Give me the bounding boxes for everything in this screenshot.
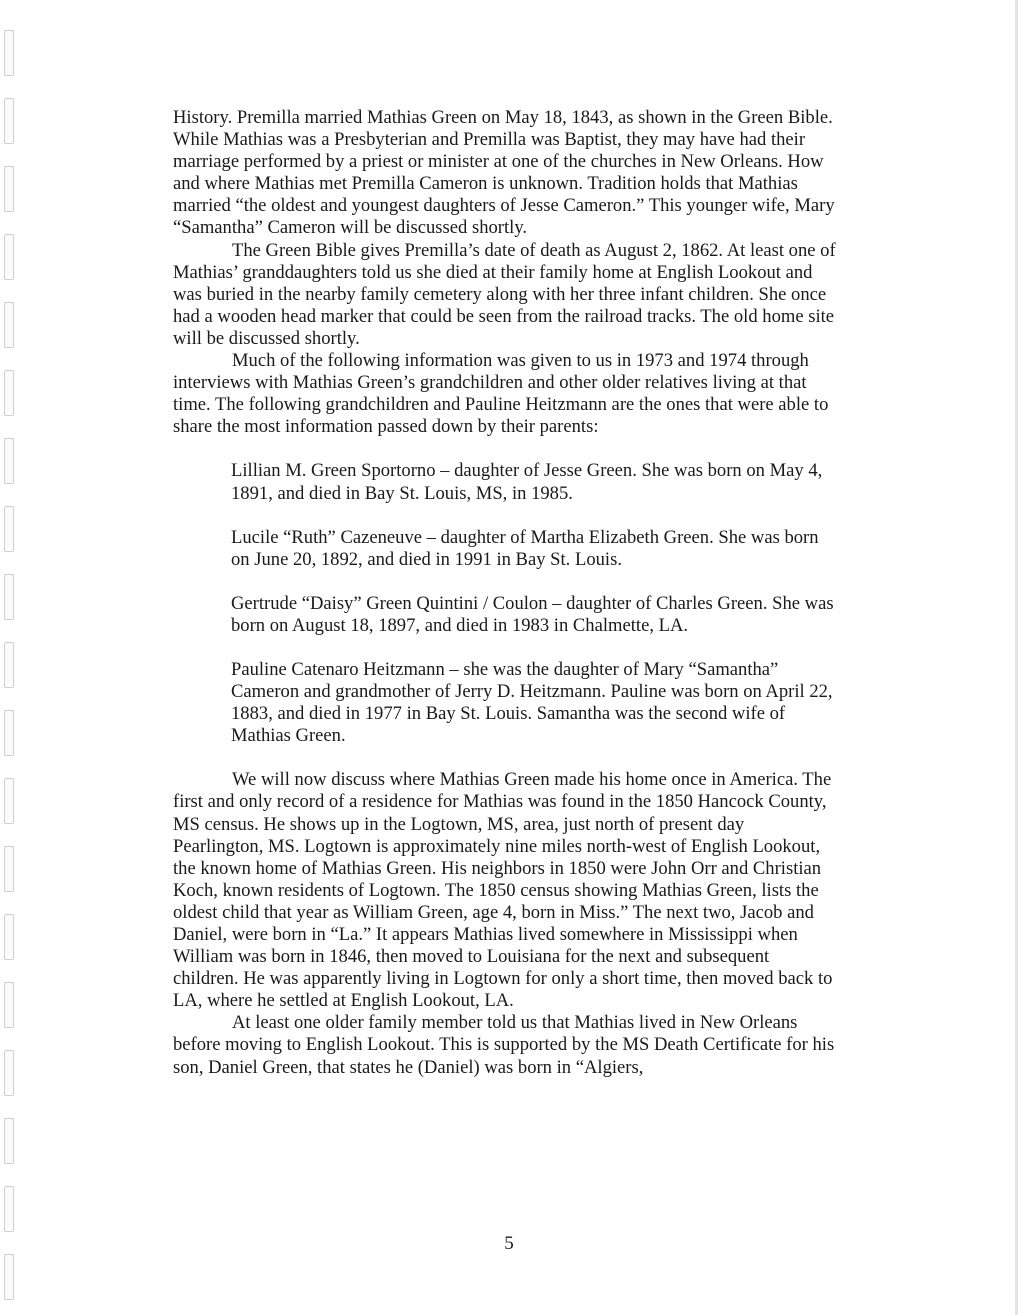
grandchild-entry-lucile: Lucile “Ruth” Cazeneuve – daughter of Martha Elizabeth Green. She was born on June 20, 1892, and died in 1991 in Bay St. Louis. — [231, 526, 819, 570]
binding-hole — [4, 438, 14, 484]
paragraph-premilla-marriage: History. Premilla married Mathias Green on May 18, 1843, as shown in the Green Bible. While Mathias was a Presbyterian and Premilla was Baptist, they may have had their marriage performed by a priest or minister at one of the churches in New Orleans. How and where Mathias met Premilla Cameron is unknown. Tradition holds that Mathias married “the oldest and youngest daughters of Jesse Cameron.” This younger wife, Mary “Samantha” Cameron will be discussed shortly. — [173, 107, 835, 239]
grandchild-entry-gertrude: Gertrude “Daisy” Green Quintini / Coulon – daughter of Charles Green. She was born on August 18, 1897, and died in 1983 in Chalmette, LA. — [231, 592, 834, 636]
binding-hole — [4, 710, 14, 756]
binding-hole — [4, 98, 14, 144]
binding-hole — [4, 302, 14, 348]
binding-hole — [4, 642, 14, 688]
binding-hole — [4, 234, 14, 280]
binding-hole — [4, 846, 14, 892]
paragraph-residence: We will now discuss where Mathias Green made his home once in America. The first and only record of a residence for Mathias was found in the 1850 Hancock County, MS census. He shows up in the Logtown, MS, area, just north of present day Pearlington, MS. Logtown is approximately nine miles north-west of English Lookout, the known home of Mathias Green. His neighbors in 1850 were John Orr and Christian Koch, known residents of Logtown. The 1850 census showing Mathias Green, lists the oldest child that year as William Green, age 4, born in Miss.” The next two, Jacob and Daniel, were born in “La.” It appears Mathias lived somewhere in Mississippi when William was born in 1846, then moved to Louisiana for the next and subsequent children. He was apparently living in Logtown for only a short time, then moved back to LA, where he settled at English Lookout, LA. — [173, 769, 833, 1012]
binding-hole — [4, 778, 14, 824]
binding-hole — [4, 574, 14, 620]
binding-hole — [4, 506, 14, 552]
document-body — [173, 107, 838, 1079]
grandchild-entry-pauline: Pauline Catenaro Heitzmann – she was the daughter of Mary “Samantha” Cameron and grandmother of Jerry D. Heitzmann. Pauline was born on April 22, 1883, and died in 1977 in Bay St. Louis. Samantha was the second wife of Mathias Green. — [231, 658, 833, 747]
paragraph-interviews: Much of the following information was given to us in 1973 and 1974 through interviews with Mathias Green’s grandchildren and other older relatives living at that time. The following grandchildren and Pauline Heitzmann are the ones that were able to share the most information passed down by their parents: — [173, 350, 829, 438]
binding-hole — [4, 1118, 14, 1164]
binding-hole — [4, 982, 14, 1028]
page-number: 5 — [504, 1233, 514, 1254]
binding-hole-strip — [4, 30, 18, 1310]
binding-hole — [4, 30, 14, 76]
binding-hole — [4, 166, 14, 212]
binding-hole — [4, 1186, 14, 1232]
paragraph-new-orleans: At least one older family member told us that Mathias lived in New Orleans before moving to English Lookout. This is supported by the MS Death Certificate for his son, Daniel Green, that states he (Daniel) was born in “Algiers, — [173, 1012, 835, 1078]
binding-hole — [4, 1050, 14, 1096]
grandchild-entry-lillian: Lillian M. Green Sportorno – daughter of Jesse Green. She was born on May 4, 1891, and died in Bay St. Louis, MS, in 1985. — [231, 460, 823, 504]
binding-hole — [4, 370, 14, 416]
binding-hole — [4, 914, 14, 960]
binding-hole — [4, 1254, 14, 1300]
paragraph-premilla-death: The Green Bible gives Premilla’s date of death as August 2, 1862. At least one of Mathias’ granddaughters told us she died at their family home at English Lookout and was buried in the nearby family cemetery along with her three infant children. She once had a wooden head marker that could be seen from the railroad tracks. The old home site will be discussed shortly. — [173, 239, 836, 349]
